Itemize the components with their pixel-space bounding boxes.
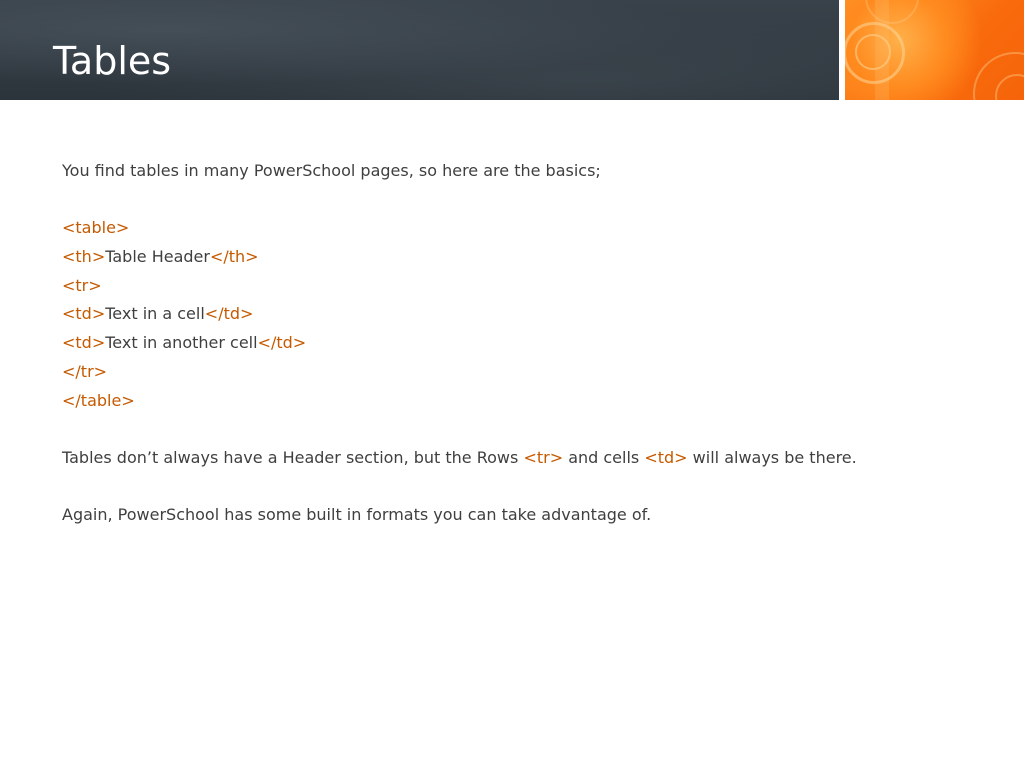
code-text: Text in another cell [105, 333, 258, 353]
code-tag: <tr> [62, 275, 102, 295]
code-tag: </td> [257, 333, 307, 353]
code-tag: </td> [204, 304, 254, 324]
orange-accent-graphic [845, 0, 1024, 100]
code-tag: </table> [62, 390, 135, 410]
code-tag: <th> [62, 247, 106, 267]
blank-line [62, 186, 962, 215]
code-line-tr-close [62, 358, 962, 387]
blank-line [62, 473, 962, 502]
note-part: and cells [563, 447, 645, 467]
code-line-table-open [62, 214, 962, 243]
intro-text: You find tables in many PowerSchool pages, so here are the basics; [62, 161, 601, 180]
closing-text: Again, PowerSchool has some built in formats you can take advantage of. [62, 505, 652, 525]
code-tag: <table> [62, 218, 130, 238]
code-line-td-2 [62, 329, 962, 358]
inline-code-tag: <tr> [523, 447, 564, 467]
accent-ring [865, 0, 919, 24]
code-text: Text in a cell [105, 304, 205, 324]
blank-line [62, 415, 962, 444]
code-line-table-close [62, 387, 962, 416]
code-line-td-1 [62, 300, 962, 329]
note-part: Tables don’t always have a Header section, but the Rows [62, 447, 524, 467]
slide-body [62, 157, 962, 530]
accent-ring [855, 34, 891, 70]
code-tag: <td> [62, 304, 106, 324]
slide-title: Tables [53, 39, 172, 83]
note-text [62, 444, 962, 473]
inline-code-tag: <td> [644, 447, 688, 467]
code-tag: </th> [209, 247, 259, 267]
code-line-th [62, 243, 962, 272]
code-text: Table Header [105, 247, 210, 267]
note-part: will always be there. [687, 447, 857, 467]
code-tag: <td> [62, 333, 106, 353]
title-bar [0, 0, 839, 100]
code-tag: </tr> [62, 361, 108, 381]
code-line-tr-open [62, 272, 962, 301]
